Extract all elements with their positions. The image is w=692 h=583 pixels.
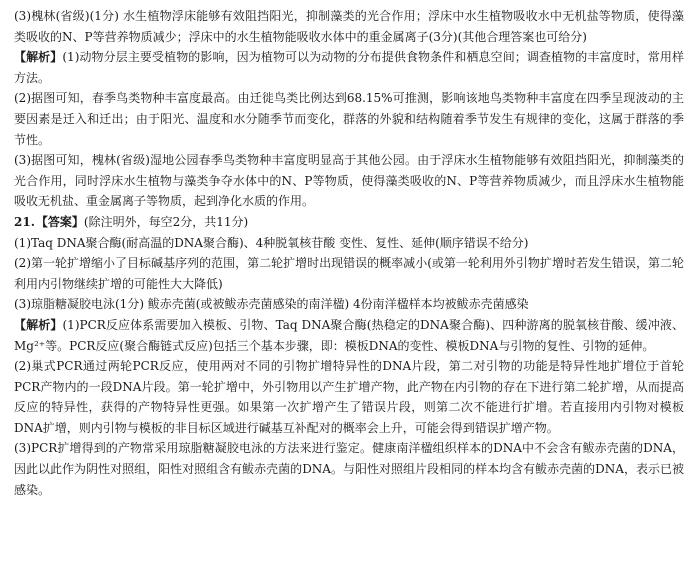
q21-part2-answer: (2)第一轮扩增缩小了目标碱基序列的范围，第二轮扩增时出现错误的概率减小(或第一轮利用外引物扩增时若发生错误，第二轮利用内引物继续扩增的可能性大大降低) (14, 256, 684, 291)
q21-analysis-1-text: (1)PCR反应体系需要加入模板、引物、Taq DNA聚合酶(热稳定的DNA聚合酶)、四种游离的脱氧核苷酸、缓冲液、Mg²⁺等。PCR反应(聚合酶链式反应)包括三个基本步骤，即：模板DNA的变性、模板DNA与引物的复性、引物的延伸。 (14, 317, 684, 353)
q20-part3-answer: (3)槐林(省级)(1分) 水生植物浮床能够有效阻挡阳光，抑制藻类的光合作用；浮床中水生植物吸收水中无机盐等物质，使得藻类吸收的N、P等营养物质减少；浮床中的水生植物能吸收水体中的重金属离子(3分)(其他合理答案也可给分) (14, 9, 684, 44)
q21-part1-answer: (1)Taq DNA聚合酶(耐高温的DNA聚合酶)、4种脱氧核苷酸 变性、复性、延伸(顺序错误不给分) (14, 235, 529, 250)
q21-part3-answer: (3)琼脂糖凝胶电泳(1分) 鲅赤壳菌(或被鲅赤壳菌感染的南洋楹) 4份南洋楹样本均被鲅赤壳菌感染 (14, 297, 529, 312)
q21-analysis-2: (2)巢式PCR通过两轮PCR反应，使用两对不同的引物扩增特异性的DNA片段，第二对引物的功能是特异性地扩增位于首轮PCR产物内的一段DNA片段。第一轮扩增中，外引物用以产生扩增产物，此产物在内引物的存在下进行第二轮扩增，从而提高反应的特异性，获得的产物特异性更强。如果第一次扩增产生了错误片段，则第二次不能进行扩增。若直接用内引物对模板DNA扩增，则内引物与模板的非目标区域进行碱基互补配对的概率会上升，可能会得到错误扩增产物。 (14, 359, 684, 435)
q20-analysis-3: (3)据图可知，槐林(省级)湿地公园春季鸟类物种丰富度明显高于其他公园。由于浮床水生植物能够有效阻挡阳光，抑制藻类的光合作用，同时浮床水生植物与藻类争夺水体中的N、P等物质，使得藻类吸收的N、P等营养物质减少，而且浮床水生植物能吸收无机盐、重金属离子等物质，起到净化水质的作用。 (14, 153, 684, 209)
q21-answer-tag: 【答案】 (35, 214, 84, 229)
q21-analysis-tag: 【解析】 (14, 317, 63, 332)
q21-answer-note: (除注明外，每空2分，共11分) (83, 214, 249, 229)
q20-analysis-2: (2)据图可知，春季鸟类物种丰富度最高。由迁徙鸟类比例达到68.15%可推测，影响该地鸟类物种丰富度在四季呈现波动的主要因素是迁入和迁出；由于阳光、温度和水分随季节而变化，群落的外貌和结构随着季节发生有规律的变化，这属于群落的季节性。 (14, 91, 684, 147)
q20-analysis-1 (14, 47, 684, 88)
q21-number: 21. (14, 214, 35, 229)
q20-analysis-tag: 【解析】 (14, 50, 63, 65)
q20-analysis-1-text: (1)动物分层主要受植物的影响，因为植物可以为动物的分布提供食物条件和栖息空间；调查植物的丰富度时，常用样方法。 (14, 50, 684, 85)
q21-answer-header (14, 212, 684, 233)
q21-analysis-3: (3)PCR扩增得到的产物常采用琼脂糖凝胶电泳的方法来进行鉴定。健康南洋楹组织样本的DNA中不会含有鲅赤壳菌的DNA，因此以此作为阴性对照组，阳性对照组含有鲅赤壳菌的DNA。与阳性对照组片段相同的样本均含有鲅赤壳菌的DNA，表示已被感染。 (14, 441, 684, 497)
q21-analysis-1 (14, 315, 684, 356)
